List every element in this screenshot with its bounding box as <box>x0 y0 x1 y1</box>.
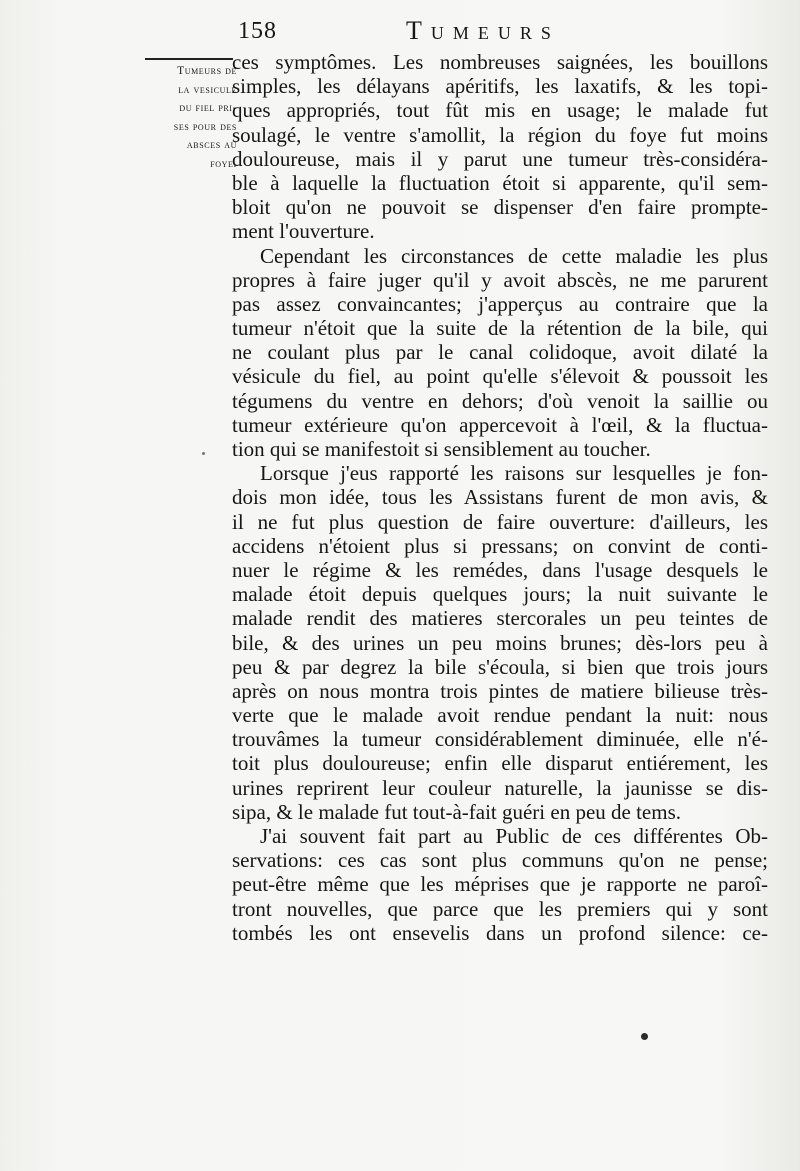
text-line: verte que le malade avoit rendue pendant la nuit: nous <box>232 703 768 728</box>
text-line: douloureuse, mais il y parut une tumeur très-considéra- <box>232 146 768 171</box>
text-line: malade rendit des matieres stercorales un peu teintes de <box>232 606 768 631</box>
text-line: tégumens du ventre en dehors; d'où venoit la saillie ou <box>232 388 768 413</box>
text-line: après on nous montra trois pintes de matiere bilieuse très- <box>232 678 768 703</box>
text-line: ment l'ouverture. <box>232 219 375 244</box>
text-line: simples, les délayans apéritifs, les laxatifs, & les topi- <box>232 74 768 99</box>
ink-speck <box>202 452 205 455</box>
text-line: peu & par degrez la bile s'écoula, si bien que trois jours <box>232 654 768 679</box>
margin-note-line: du fiel pri- <box>179 102 237 114</box>
text-line: tion qui se manifestoit si sensiblement au toucher. <box>232 437 651 461</box>
text-line: bile, & des urines un peu moins brunes; dès-lors peu à <box>232 630 768 655</box>
text-line: bloit qu'on ne pouvoit se dispenser d'en faire prompte- <box>232 195 768 220</box>
body-text <box>232 50 768 945</box>
running-head: Tumeurs <box>406 16 560 45</box>
paragraph-start-line: Cependant les circonstances de cette maladie les plus <box>260 243 768 268</box>
text-line: urines reprirent leur couleur naturelle, la jaunisse se dis- <box>232 775 768 800</box>
margin-note-line: ses pour des <box>173 120 237 133</box>
text-line: pas assez convaincantes; j'apperçus au contraire que la <box>232 291 768 316</box>
paragraph-start-line: Lorsque j'eus rapporté les raisons sur lesquelles je fon- <box>260 461 768 486</box>
text-line: tumeur extérieure qu'on appercevoit à l'œil, & la fluctua- <box>232 412 768 437</box>
text-line: tront nouvelles, que parce que les premiers qui y sont <box>232 896 768 921</box>
text-line: ces symptômes. Les nombreuses saignées, les bouillons <box>232 50 768 74</box>
margin-note-line: foye. <box>210 157 237 170</box>
text-line: vésicule du fiel, au point qu'elle s'élevoit & poussoit les <box>232 364 768 389</box>
text-line: nuer le régime & les remédes, dans l'usage desquels le <box>232 557 768 582</box>
text-line: tumeur n'étoit que la suite de la rétention de la bile, qui <box>232 316 768 341</box>
margin-note-line: la vesicule <box>178 83 237 96</box>
text-line: ble à laquelle la fluctuation étoit si apparente, qu'il sem- <box>232 170 768 195</box>
text-line: accidens n'étoient plus si pressans; on convint de conti- <box>232 533 768 558</box>
text-line: soulagé, le ventre s'amollit, la région du foye fut moins <box>232 122 768 147</box>
text-line: il ne fut plus question de faire ouverture: d'ailleurs, les <box>232 509 768 534</box>
margin-note <box>137 62 237 173</box>
text-line: dois mon idée, tous les Assistans furent de mon avis, & <box>232 485 768 510</box>
text-line: malade étoit depuis quelques jours; la nuit suivante le <box>232 582 768 607</box>
text-line: propres à faire juger qu'il y avoit abscès, ne me parurent <box>232 267 768 292</box>
margin-note-line: absces au <box>186 139 237 151</box>
text-line: sipa, & le malade fut tout-à-fait guéri en peu de tems. <box>232 799 682 824</box>
margin-note-rule <box>145 58 233 60</box>
ink-speck <box>641 1033 648 1040</box>
paragraph-start-line: J'ai souvent fait part au Public de ces différentes Ob- <box>260 824 768 848</box>
page-number: 158 <box>238 18 277 44</box>
text-line: ne coulant plus par le canal colidoque, avoit dilaté la <box>232 340 768 365</box>
page-header <box>228 14 748 48</box>
margin-note-line: Tumeurs de <box>177 65 237 77</box>
text-line: trouvâmes la tumeur considérablement diminuée, elle n'é- <box>232 727 768 752</box>
text-line: servations: ces cas sont plus communs qu'on ne pense; <box>232 848 768 873</box>
text-line: toit plus douloureuse; enfin elle disparut entiérement, les <box>232 751 768 776</box>
text-line: peut-être même que les méprises que je rapporte ne paroî- <box>232 872 768 897</box>
text-line: tombés les ont ensevelis dans un profond silence: ce- <box>232 920 768 945</box>
text-line: ques appropriés, tout fût mis en usage; le malade fut <box>232 98 768 123</box>
